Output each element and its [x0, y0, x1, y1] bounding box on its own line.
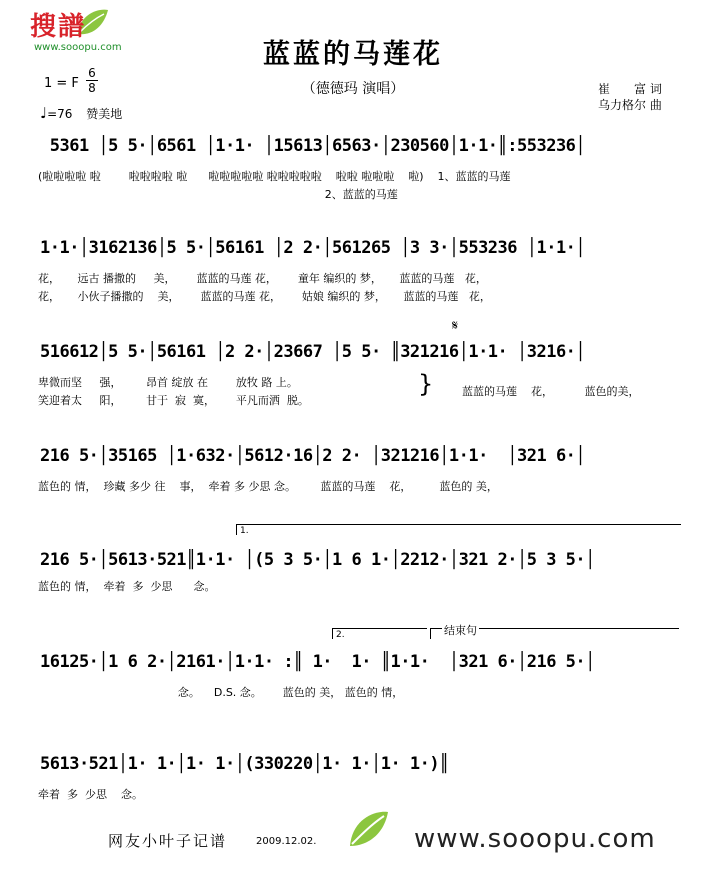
volta-2-label: 2.: [336, 630, 345, 640]
time-signature: [86, 66, 98, 95]
volta-2-bracket: [332, 628, 427, 639]
score-row-2-notes: 1·1·│3162136│5 5·│56161 │2 2·│561265 │3 3·│553236 │1·1·│: [40, 238, 586, 258]
lyricist: 崔 富 词: [598, 82, 662, 96]
score-row-1-lyrics-1: (啦啦啦啦 啦 啦啦啦啦 啦 啦啦啦啦啦 啦啦啦啦啦 啦啦 啦啦啦 啦) 1、蓝蓝的马莲: [38, 170, 511, 183]
score-row-3-lyrics-1: 卑微而坚 强， 昂首 绽放 在 放牧 路 上。: [38, 376, 298, 389]
score-row-5-lyrics-1: 蓝色的 情， 牵着 多 少思 念。: [38, 580, 216, 593]
score-row-1-notes: 5361 │5 5·│6561 │1·1· │15613│6563·│230560│1·1·║:553236│: [40, 136, 586, 156]
tempo-value: =76: [47, 107, 73, 121]
score-row-7-notes: 5613·521│1· 1·│1· 1·│(330220│1· 1·│1· 1·)║: [40, 754, 449, 774]
score-row-4-notes: 216 5·│35165 │1·632·│5612·16│2 2· │321216│1·1· │321 6·│: [40, 446, 586, 466]
volta-1-label: 1.: [240, 526, 249, 536]
logo-url: www.sooopu.com: [34, 42, 122, 53]
score-row-1-lyrics-2: 2、蓝蓝的马莲: [38, 188, 398, 201]
score-row-2-lyrics-2: 花， 小伙子播撒的 美， 蓝蓝的马莲 花， 姑娘 编织的 梦， 蓝蓝的马莲 花，: [38, 290, 491, 303]
footer-credit: 网友小叶子记谱: [108, 832, 228, 850]
song-title: 蓝蓝的马莲花: [263, 39, 443, 70]
tempo-style: 赞美地: [86, 107, 123, 121]
score-row-6-lyrics-1: 念。 D.S. 念。 蓝色的 美， 蓝色的 情，: [38, 686, 404, 699]
tempo-mark: [40, 104, 122, 122]
brace-icon: }: [418, 370, 434, 398]
score-row-3-lyrics-2: 笑迎着太 阳， 甘于 寂 寞， 平凡而洒 脱。: [38, 394, 309, 407]
key-label: 1 = F: [44, 76, 79, 91]
volta-1-bracket: [236, 524, 681, 535]
score-row-3-notes: 516612│5 5·│56161 │2 2·│23667 │5 5· ║321216│1·1· │3216·│: [40, 342, 586, 362]
time-bottom: 8: [86, 80, 98, 95]
logo-text: 搜譜: [30, 12, 87, 42]
coda-label: 结束句: [444, 624, 477, 637]
score-row-7-lyrics-1: 牵着 多 少思 念。: [38, 788, 143, 801]
refrain-lyrics: 蓝蓝的马莲 花， 蓝色的美，: [462, 385, 640, 398]
footer-date: 2009.12.02.: [256, 836, 317, 847]
time-top: 6: [88, 66, 96, 80]
footer-leaf-icon: [346, 806, 390, 850]
key-signature: [44, 76, 79, 91]
score-row-2-lyrics-1: 花， 远古 播撒的 美， 蓝蓝的马莲 花， 童年 编织的 梦， 蓝蓝的马莲 花，: [38, 272, 487, 285]
composer: 乌力格尔 曲: [598, 98, 662, 112]
footer-url[interactable]: www.sooopu.com: [414, 824, 656, 854]
score-row-6-notes: 16125·│1 6 2·│2161·│1·1· :║ 1· 1· ║1·1· │321 6·│216 5·│: [40, 652, 595, 672]
score-row-4-lyrics-1: 蓝色的 情， 珍藏 多少 往 事， 牵着 多 少思 念。 蓝蓝的马莲 花， 蓝色的 美，: [38, 480, 498, 493]
segno-icon: 𝄋: [452, 318, 459, 334]
singer: （德德玛 演唱）: [301, 81, 405, 97]
score-row-5-notes: 216 5·│5613·521║1·1· │(5 3 5·│1 6 1·│2212·│321 2·│5 3 5·│: [40, 550, 595, 570]
quarter-note-icon: ♩: [40, 104, 48, 122]
